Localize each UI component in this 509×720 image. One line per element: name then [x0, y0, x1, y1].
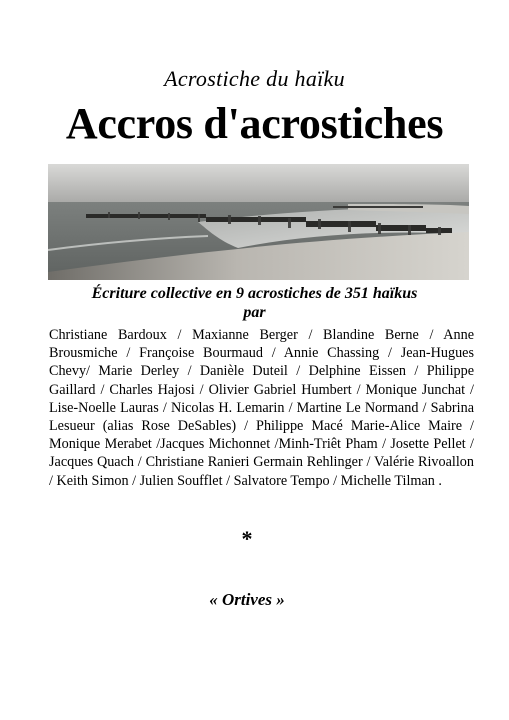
cover-tagline: Écriture collective en 9 acrostiches de 351 haïkus: [91, 285, 418, 302]
beach-groyne-photo: [48, 164, 469, 280]
cover-subtitle: Acrostiche du haïku: [164, 66, 345, 91]
cover-by-label: par: [243, 304, 266, 321]
publisher-name: « Ortives »: [209, 590, 285, 609]
separator-asterisk: *: [241, 526, 253, 551]
author-list: Christiane Bardoux / Maxianne Berger / Blandine Berne / Anne Brousmiche / Françoise Bourmaud / Annie Chassing / Jean-Hugues Chevy/ Marie Derley / Danièle Duteil / Delphine Eissen / Philippe Gaillard / Charles Hajosi / Olivier Gabriel Humbert / Monique Junchat / Lise-Noelle Lauras / Nicolas H. Lemarin / Martine Le Normand / Sabrina Lesueur (alias Rose DeSables) / Philippe Macé Marie-Alice Maire / Monique Merabet /Jacques Michonnet /Minh-Triêt Pham / Josette Pellet / Jacques Quach / Christiane Ranieri Germain Rehlinger / Valérie Rivoallon / Keith Simon / Julien Soufflet / Salvatore Tempo / Michelle Tilman .: [49, 327, 474, 489]
cover-title: Accros d'acrostiches: [65, 99, 444, 148]
